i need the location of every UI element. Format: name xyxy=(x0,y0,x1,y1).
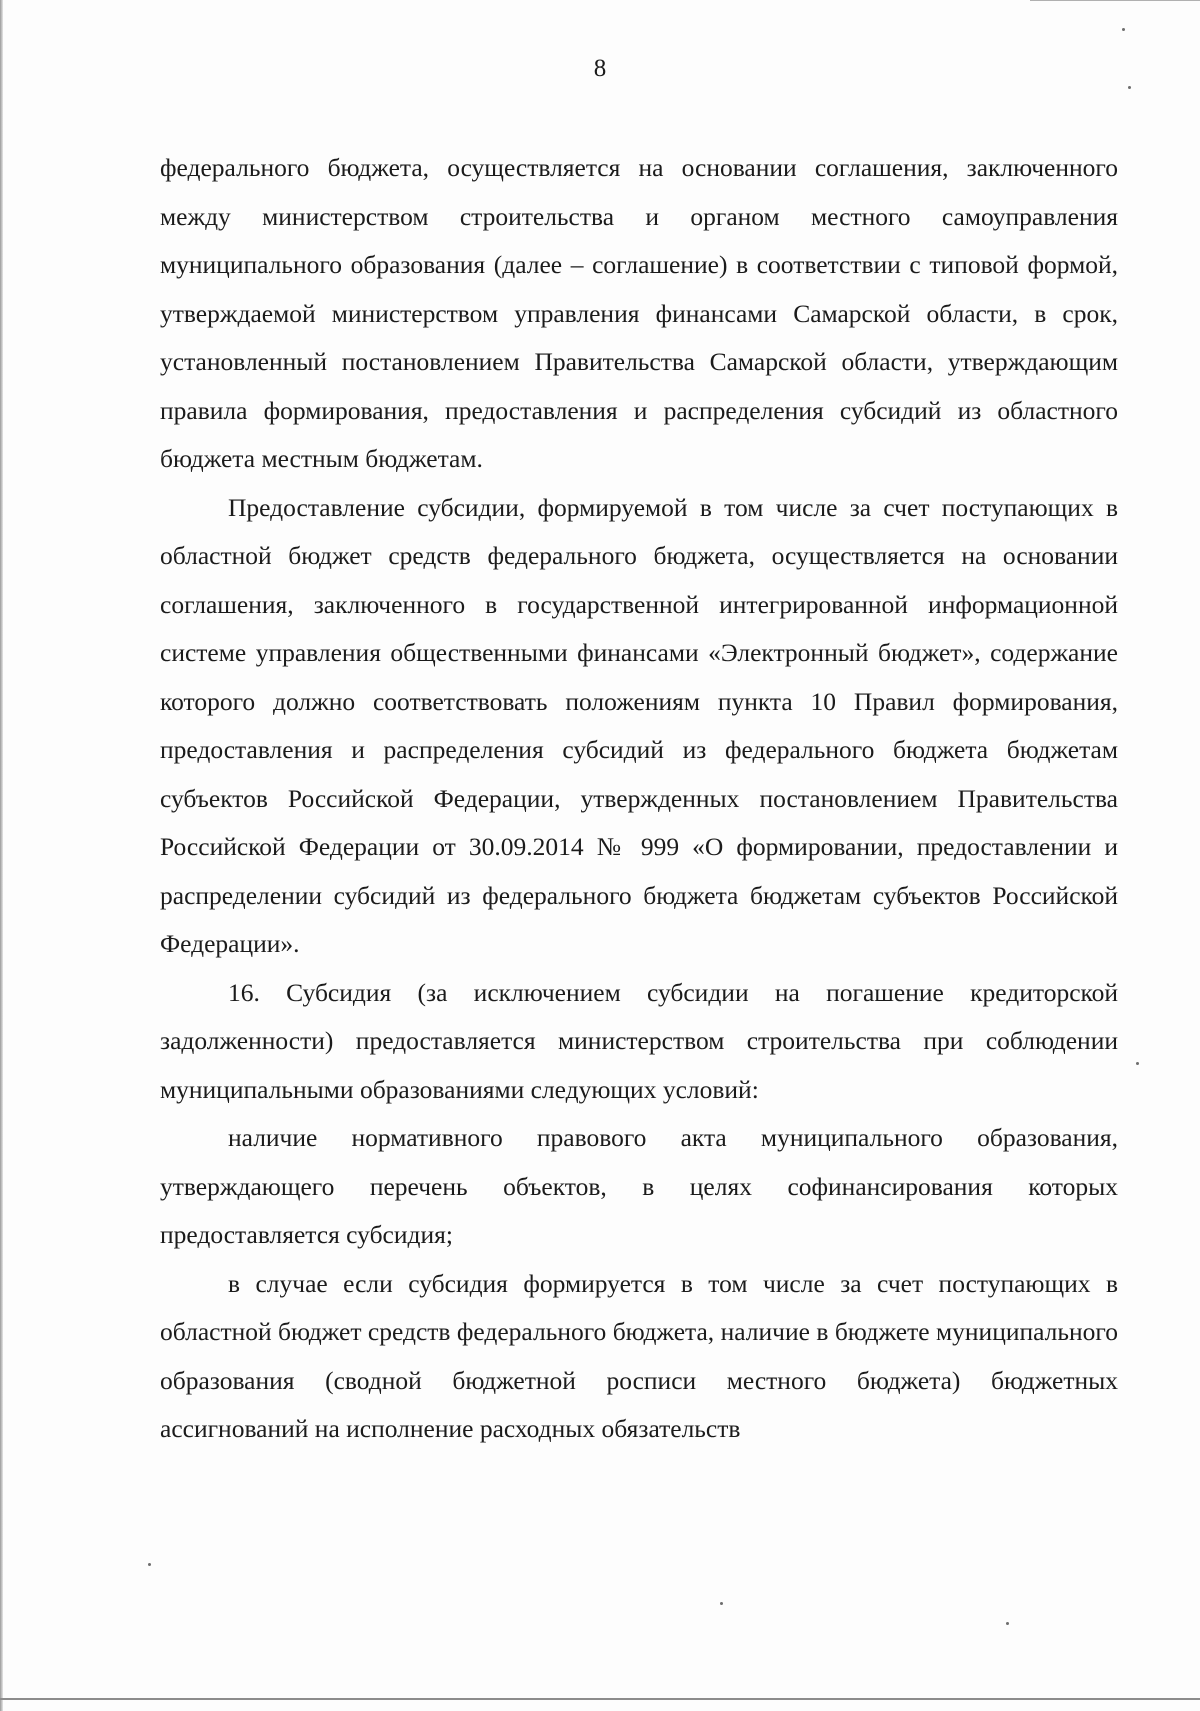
paragraph-condition-budget-allocations: в случае если субсидия формируется в том числе за счет поступающих в областной бюджет средств федерального бюджета, наличие в бюджете муниципального образования (сводной бюджетной росписи местного бюджета) бюджетных ассигнований на исполнение расходных обязательств xyxy=(160,1268,1118,1443)
scan-speck xyxy=(1122,28,1125,31)
paragraph-continuation: федерального бюджета, осуществляется на основании соглашения, заключенного между министерством строительства и органом местного самоуправления муниципального образования (далее – соглашение) в соответствии с типовой формой, утверждаемой министерством управления финансами Самарской области, в срок, установленный постановлением Правительства Самарской области, утверждающим правила формирования, предоставления и распределения субсидий из областного бюджета местным бюджетам. xyxy=(160,153,1118,473)
scan-speck xyxy=(1128,86,1131,89)
paragraph-item-16: 16. Субсидия (за исключением субсидии на погашение кредиторской задолженности) предоставляется министерством строительства при соблюдении муниципальными образованиями следующих условий: xyxy=(160,977,1118,1104)
scan-left-edge xyxy=(0,0,3,1711)
document-body xyxy=(160,144,1118,1454)
scan-speck xyxy=(1006,1622,1009,1625)
scan-top-line xyxy=(1030,0,1200,1)
scan-speck xyxy=(1136,1062,1139,1065)
paragraph-condition-normative-act: наличие нормативного правового акта муниципального образования, утверждающего перечень объектов, в целях софинансирования которых предоставляется субсидия; xyxy=(160,1123,1118,1249)
page-number: 8 xyxy=(593,55,607,82)
scan-speck xyxy=(720,1602,723,1605)
scan-speck xyxy=(148,1563,151,1566)
scan-bottom-line xyxy=(0,1698,1200,1700)
paragraph-electronic-budget: Предоставление субсидии, формируемой в том числе за счет поступающих в областной бюджет средств федерального бюджета, осуществляется на основании соглашения, заключенного в государственной интегрированной информационной системе управления общественными финансами «Электронный бюджет», содержание которого должно соответствовать положениям пункта 10 Правил формирования, предоставления и распределения субсидий из федерального бюджета бюджетам субъектов Российской Федерации, утвержденных постановлением Правительства Российской Федерации от 30.09.2014 № 999 «О формировании, предоставлении и распределении субсидий из федерального бюджета бюджетам субъектов Российской Федерации». xyxy=(160,492,1118,958)
